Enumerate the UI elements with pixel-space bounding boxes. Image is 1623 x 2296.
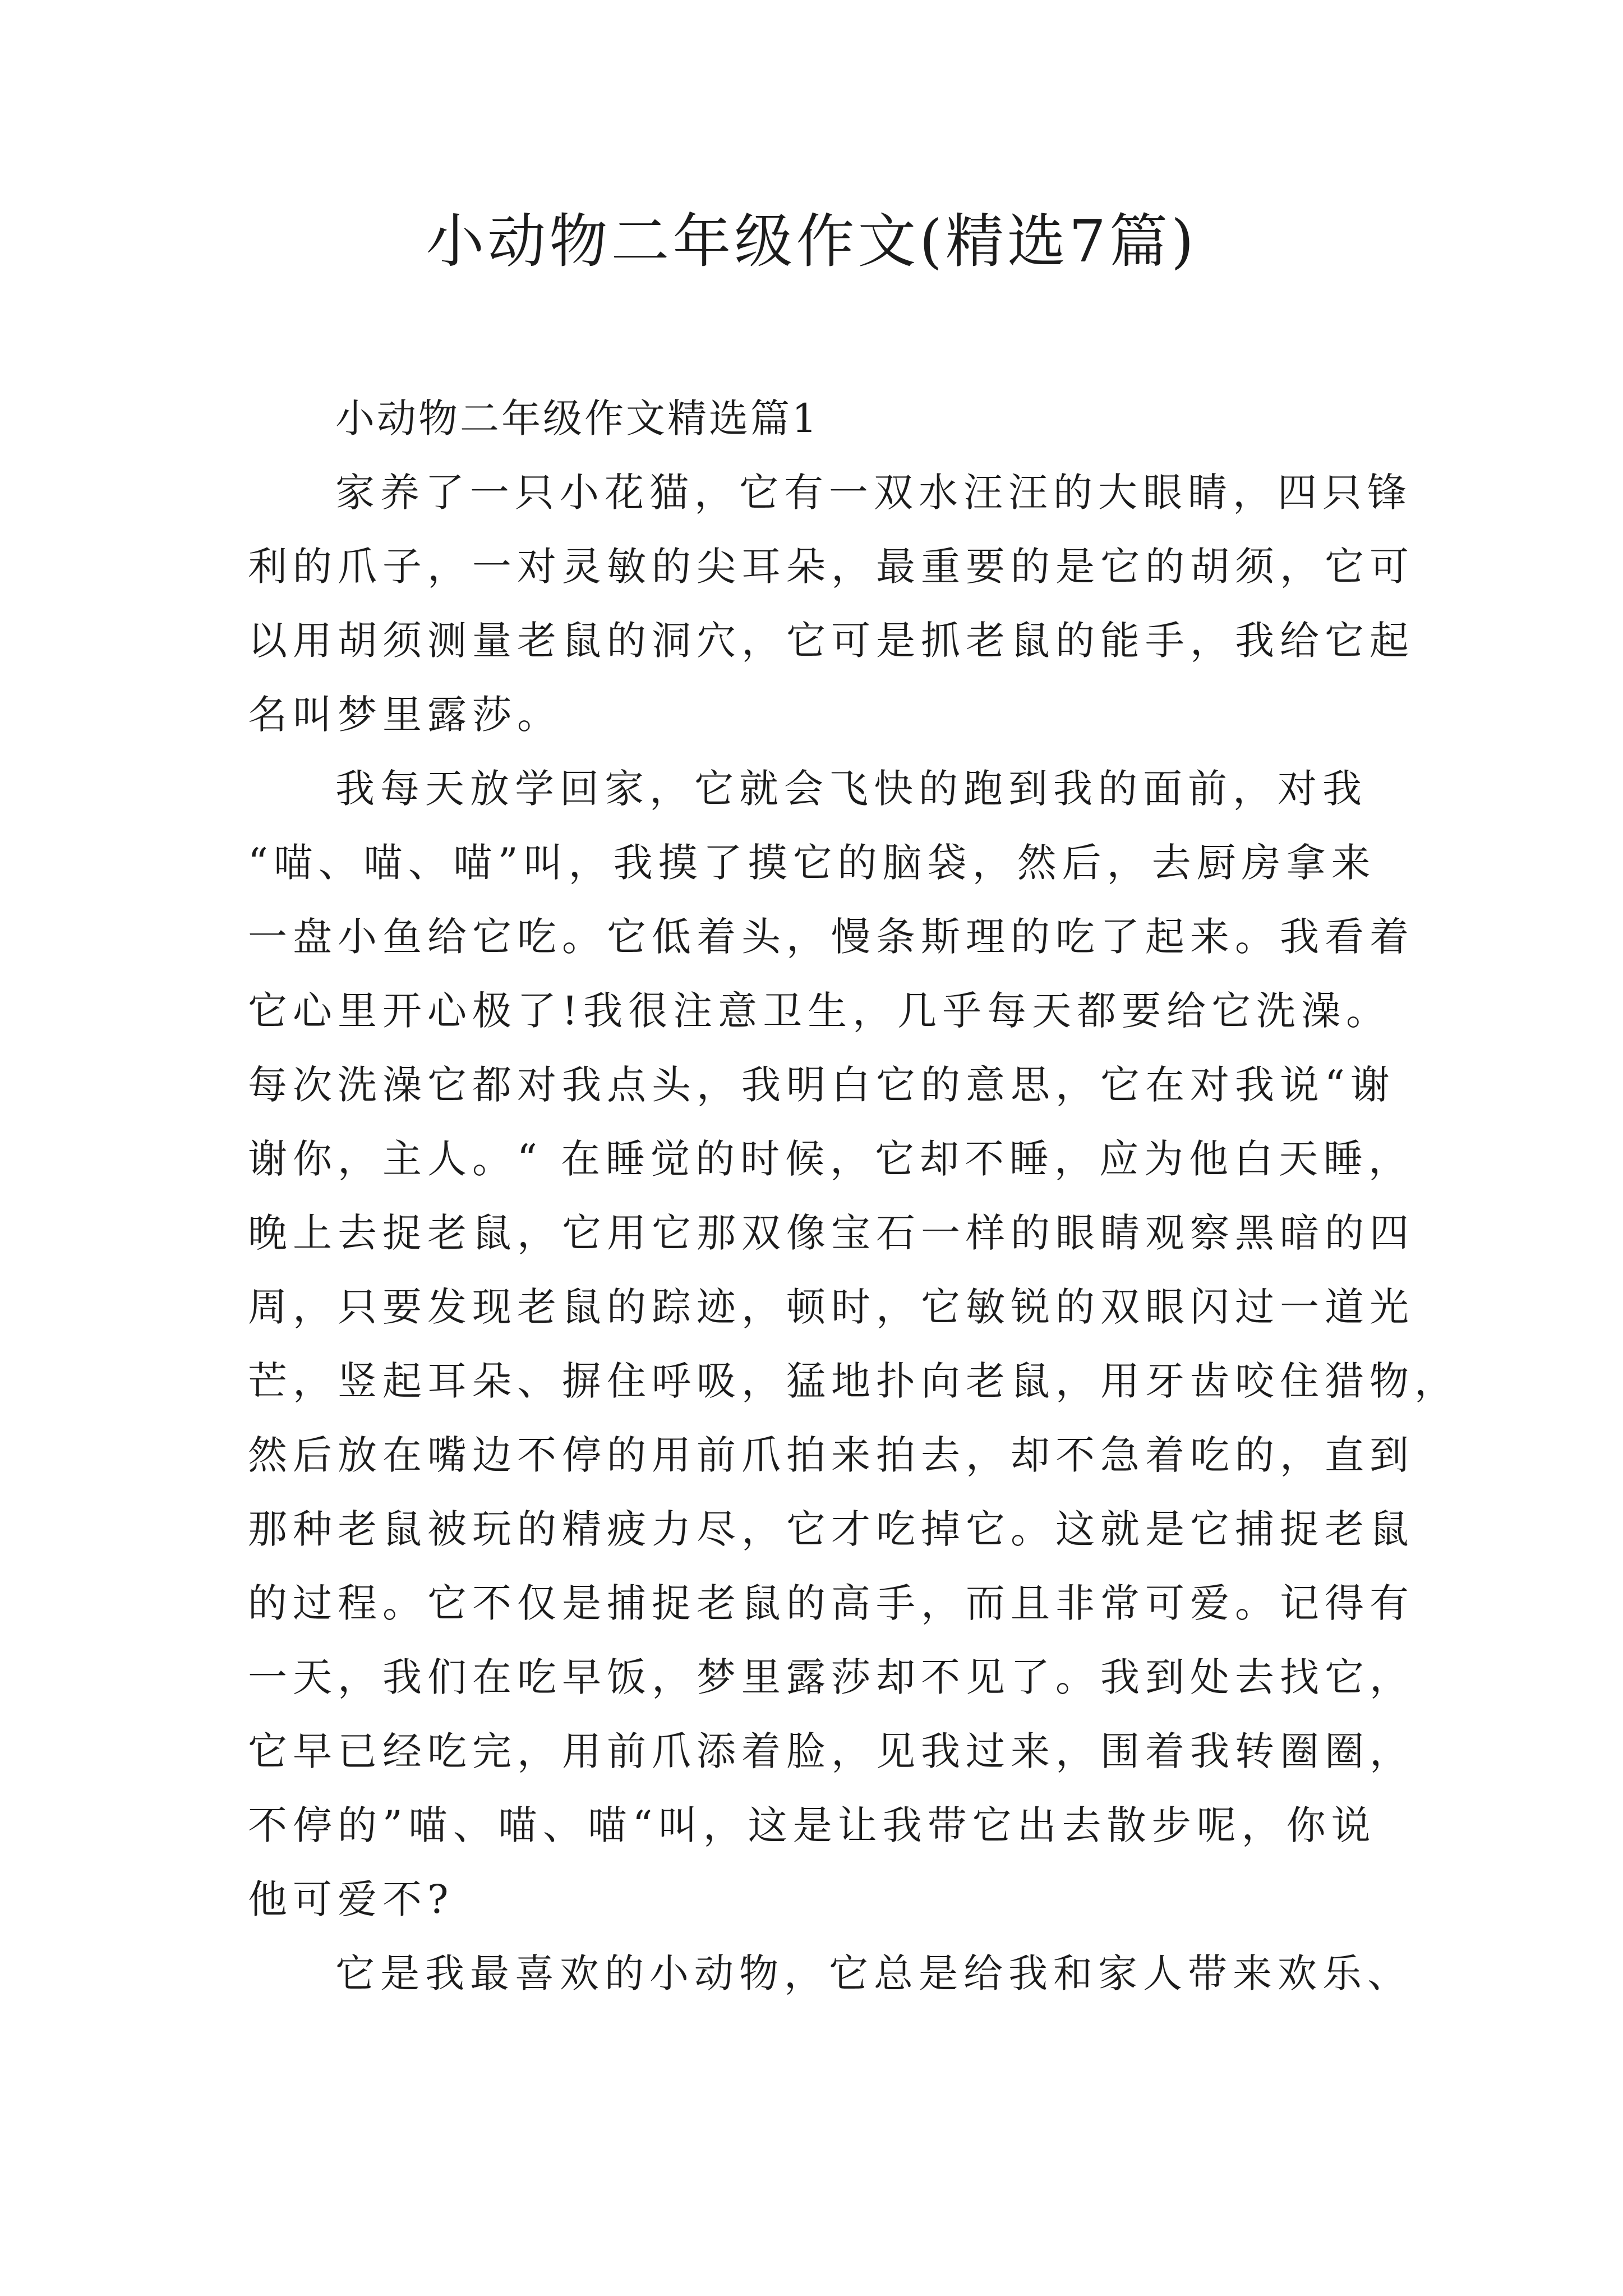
paragraph-line: 它早已经吃完，用前爪添着脸，见我过来，围着我转圈圈， bbox=[248, 1728, 1414, 1774]
paragraph-line: 我每天放学回家，它就会飞快的跑到我的面前，对我 bbox=[335, 766, 1367, 812]
paragraph-line: 每次洗澡它都对我点头，我明白它的意思，它在对我说“谢 bbox=[248, 1062, 1395, 1108]
paragraph-line: 芒，竖起耳朵、摒住呼吸，猛地扑向老鼠，用牙齿咬住猎物， bbox=[248, 1358, 1459, 1404]
paragraph-2 bbox=[248, 752, 1459, 1936]
paragraph-1 bbox=[248, 455, 1414, 752]
paragraph-3 bbox=[248, 1936, 1412, 2010]
paragraph-line: 它心里开心极了!我很注意卫生，几乎每天都要给它洗澡。 bbox=[248, 988, 1391, 1034]
paragraph-line: 不停的”喵、喵、喵“叫，这是让我带它出去散步呢，你说 bbox=[248, 1802, 1376, 1848]
document-body bbox=[248, 381, 1459, 2010]
paragraph-line: 家养了一只小花猫，它有一双水汪汪的大眼睛，四只锋 bbox=[335, 470, 1412, 516]
document-title: 小动物二年级作文(精选7篇) bbox=[426, 207, 1197, 275]
paragraph-line: 谢你，主人。“ 在睡觉的时候，它却不睡，应为他白天睡， bbox=[248, 1136, 1414, 1182]
paragraph-line: 周，只要发现老鼠的踪迹，顿时，它敏锐的双眼闪过一道光 bbox=[248, 1284, 1414, 1330]
paragraph-line: 名叫梦里露莎。 bbox=[248, 692, 562, 738]
paragraph-line: 利的爪子，一对灵敏的尖耳朵，最重要的是它的胡须，它可 bbox=[248, 544, 1414, 590]
paragraph-line: 他可爱不? bbox=[248, 1876, 454, 1922]
paragraph-line: 以用胡须测量老鼠的洞穴，它可是抓老鼠的能手，我给它起 bbox=[248, 618, 1414, 664]
paragraph-line: 一天，我们在吃早饭，梦里露莎却不见了。我到处去找它， bbox=[248, 1654, 1414, 1700]
paragraph-line: 一盘小鱼给它吃。它低着头，慢条斯理的吃了起来。我看着 bbox=[248, 914, 1414, 960]
paragraph-line: 那种老鼠被玩的精疲力尽，它才吃掉它。这就是它捕捉老鼠 bbox=[248, 1506, 1414, 1552]
paragraph-line: 的过程。它不仅是捕捉老鼠的高手，而且非常可爱。记得有 bbox=[248, 1580, 1414, 1626]
paragraph-line: 它是我最喜欢的小动物，它总是给我和家人带来欢乐、 bbox=[335, 1950, 1412, 1996]
section-heading: 小动物二年级作文精选篇1 bbox=[335, 395, 819, 441]
paragraph-line: 然后放在嘴边不停的用前爪拍来拍去，却不急着吃的，直到 bbox=[248, 1432, 1414, 1478]
paragraph-line: “喵、喵、喵”叫，我摸了摸它的脑袋，然后，去厨房拿来 bbox=[248, 840, 1376, 886]
paragraph-line: 晚上去捉老鼠，它用它那双像宝石一样的眼睛观察黑暗的四 bbox=[248, 1210, 1414, 1256]
